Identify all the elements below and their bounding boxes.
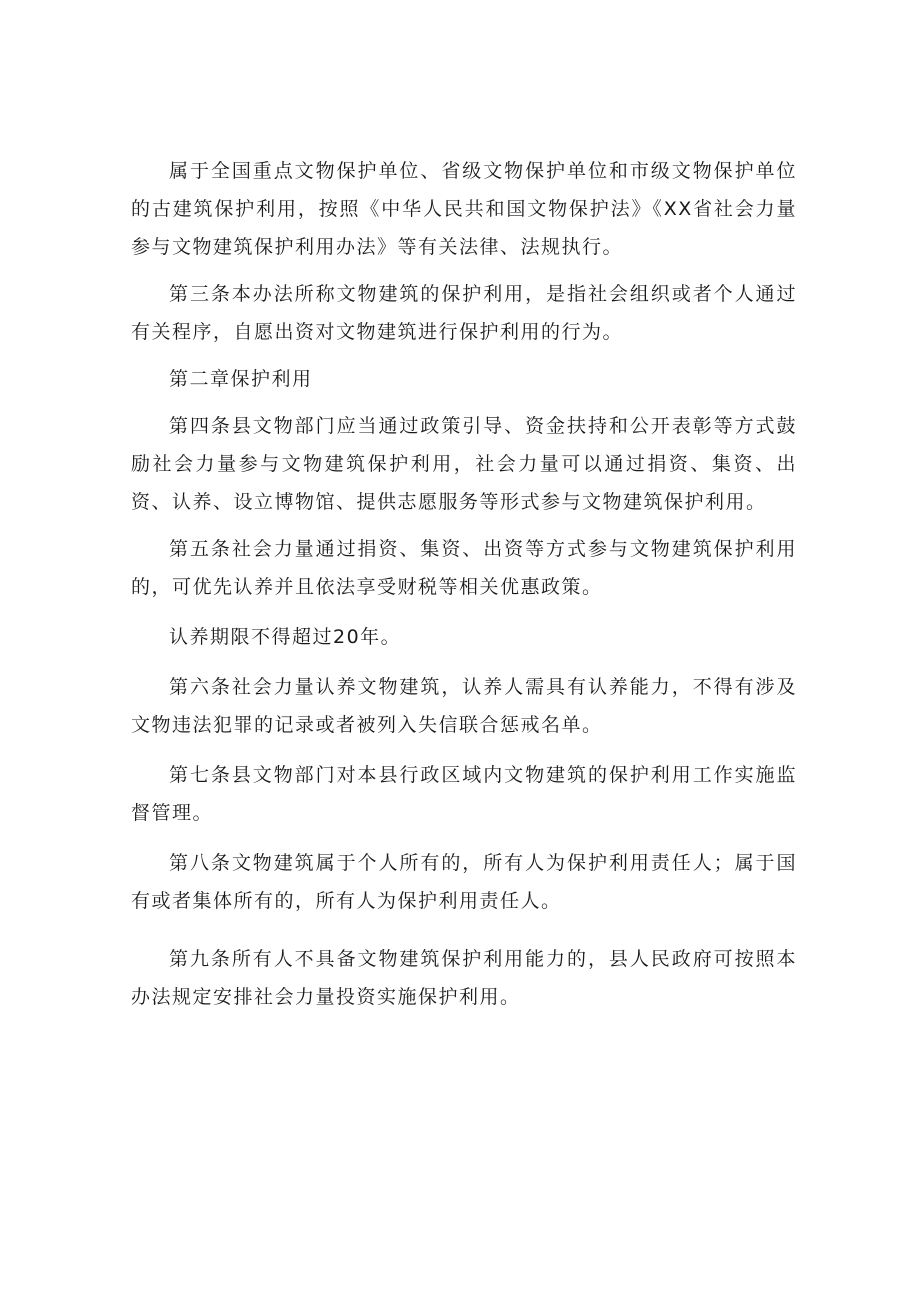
paragraph-article-4: 第四条县文物部门应当通过政策引导、资金扶持和公开表彰等方式鼓励社会力量参与文物建筑保护利用，社会力量可以通过捐资、集资、出资、认养、设立博物馆、提供志愿服务等形式参与文物建筑保护利用。 — [131, 415, 797, 513]
document-body — [131, 152, 797, 1016]
paragraph-scope: 属于全国重点文物保护单位、省级文物保护单位和市级文物保护单位的古建筑保护利用，按照《中华人民共和国文物保护法》《XX省社会力量参与文物建筑保护利用办法》等有关法律、法规执行。 — [131, 160, 797, 258]
paragraph-adoption-term: 认养期限不得超过20年。 — [169, 626, 402, 648]
paragraph-article-5: 第五条社会力量通过捐资、集资、出资等方式参与文物建筑保护利用的，可优先认养并且依法享受财税等相关优惠政策。 — [131, 538, 797, 598]
paragraph-article-3: 第三条本办法所称文物建筑的保护利用，是指社会组织或者个人通过有关程序，自愿出资对文物建筑进行保护利用的行为。 — [131, 283, 797, 343]
chapter-2-heading: 第二章保护利用 — [169, 368, 313, 390]
paragraph-article-7: 第七条县文物部门对本县行政区域内文物建筑的保护利用工作实施监督管理。 — [131, 764, 797, 824]
paragraph-article-6: 第六条社会力量认养文物建筑，认养人需具有认养能力，不得有涉及文物违法犯罪的记录或者被列入失信联合惩戒名单。 — [131, 676, 797, 736]
paragraph-article-9: 第九条所有人不具备文物建筑保护利用能力的，县人民政府可按照本办法规定安排社会力量投资实施保护利用。 — [131, 948, 797, 1008]
paragraph-article-8: 第八条文物建筑属于个人所有的，所有人为保护利用责任人；属于国有或者集体所有的，所有人为保护利用责任人。 — [131, 852, 797, 912]
